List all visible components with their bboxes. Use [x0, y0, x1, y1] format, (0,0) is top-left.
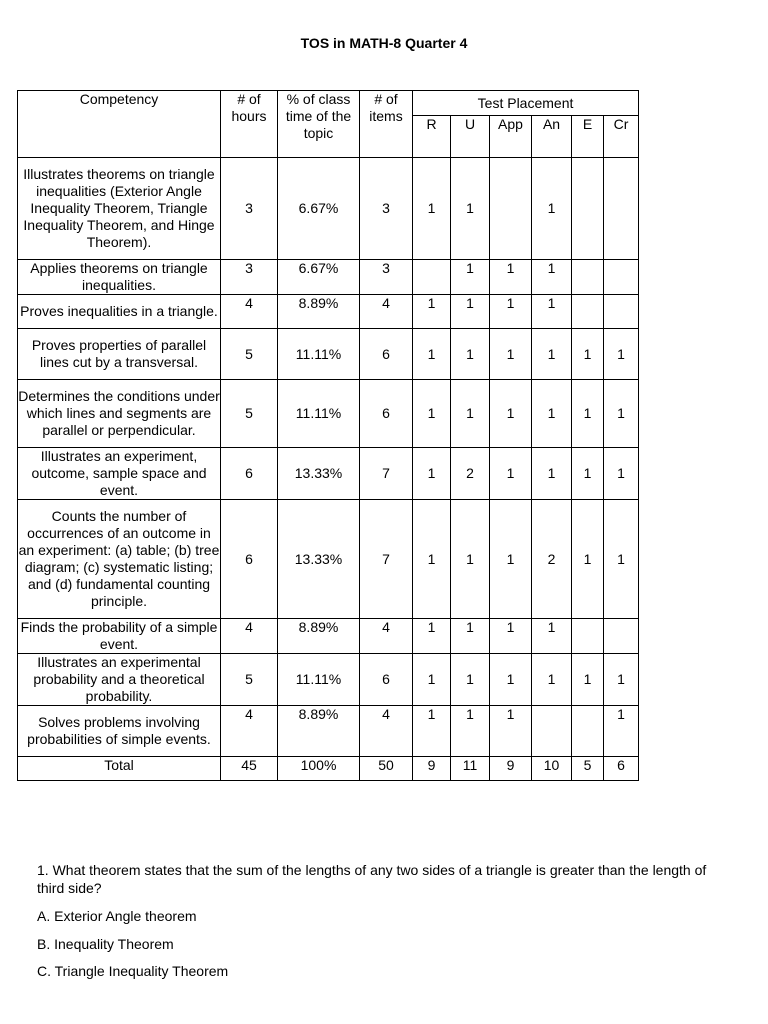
total-percent: 100%	[278, 757, 360, 781]
e-cell	[572, 295, 604, 329]
an-cell: 2	[532, 500, 572, 619]
document-title: TOS in MATH-8 Quarter 4	[300, 35, 468, 51]
app-cell: 1	[490, 448, 532, 500]
e-cell	[572, 260, 604, 295]
app-cell: 1	[490, 654, 532, 706]
hours-cell: 3	[221, 260, 278, 295]
u-cell: 1	[451, 500, 490, 619]
cr-cell: 1	[604, 706, 639, 757]
app-cell: 1	[490, 295, 532, 329]
percent-cell: 8.89%	[278, 706, 360, 757]
hours-cell: 4	[221, 619, 278, 654]
hours-cell: 4	[221, 295, 278, 329]
hours-cell: 5	[221, 329, 278, 380]
an-cell: 1	[532, 380, 572, 448]
r-cell: 1	[413, 654, 451, 706]
an-cell: 1	[532, 619, 572, 654]
competency-cell: Illustrates an experimental probability and a theoretical probability.	[18, 654, 221, 706]
items-cell: 6	[360, 329, 413, 380]
header-r: R	[413, 116, 451, 158]
option-c: C. Triangle Inequality Theorem	[37, 963, 229, 979]
table-row	[18, 448, 639, 500]
app-cell: 1	[490, 500, 532, 619]
total-r: 9	[413, 757, 451, 781]
header-test-placement: Test Placement	[413, 91, 639, 116]
u-cell: 1	[451, 654, 490, 706]
competency-cell: Applies theorems on triangle inequalities.	[18, 260, 221, 295]
items-cell: 4	[360, 706, 413, 757]
header-e: E	[572, 116, 604, 158]
table-row	[18, 706, 639, 757]
total-an: 10	[532, 757, 572, 781]
app-cell	[490, 158, 532, 260]
cr-cell: 1	[604, 329, 639, 380]
hours-cell: 3	[221, 158, 278, 260]
cr-cell: 1	[604, 654, 639, 706]
total-u: 11	[451, 757, 490, 781]
u-cell: 1	[451, 329, 490, 380]
cr-cell	[604, 158, 639, 260]
items-cell: 6	[360, 654, 413, 706]
app-cell: 1	[490, 329, 532, 380]
header-competency: Competency	[18, 91, 221, 158]
u-cell: 1	[451, 295, 490, 329]
e-cell	[572, 158, 604, 260]
u-cell: 1	[451, 380, 490, 448]
items-cell: 4	[360, 295, 413, 329]
r-cell: 1	[413, 706, 451, 757]
header-u: U	[451, 116, 490, 158]
an-cell: 1	[532, 295, 572, 329]
header-hours: # of hours	[221, 91, 278, 158]
u-cell: 1	[451, 260, 490, 295]
cr-cell	[604, 295, 639, 329]
total-items: 50	[360, 757, 413, 781]
e-cell: 1	[572, 500, 604, 619]
percent-cell: 6.67%	[278, 260, 360, 295]
percent-cell: 13.33%	[278, 500, 360, 619]
competency-cell: Illustrates an experiment, outcome, sample space and event.	[18, 448, 221, 500]
percent-cell: 8.89%	[278, 619, 360, 654]
competency-cell: Illustrates theorems on triangle inequalities (Exterior Angle Inequality Theorem, Triangle Inequality Theorem, and Hinge Theorem).	[18, 158, 221, 260]
items-cell: 3	[360, 158, 413, 260]
items-cell: 6	[360, 380, 413, 448]
table-row	[18, 619, 639, 654]
percent-cell: 8.89%	[278, 295, 360, 329]
app-cell: 1	[490, 260, 532, 295]
app-cell: 1	[490, 706, 532, 757]
e-cell	[572, 706, 604, 757]
header-cr: Cr	[604, 116, 639, 158]
items-cell: 7	[360, 500, 413, 619]
hours-cell: 6	[221, 500, 278, 619]
table-row	[18, 654, 639, 706]
percent-cell: 6.67%	[278, 158, 360, 260]
percent-cell: 11.11%	[278, 329, 360, 380]
percent-cell: 13.33%	[278, 448, 360, 500]
cr-cell: 1	[604, 448, 639, 500]
cr-cell	[604, 619, 639, 654]
hours-cell: 4	[221, 706, 278, 757]
e-cell: 1	[572, 654, 604, 706]
competency-cell: Proves inequalities in a triangle.	[18, 295, 221, 329]
r-cell: 1	[413, 295, 451, 329]
items-cell: 4	[360, 619, 413, 654]
hours-cell: 6	[221, 448, 278, 500]
e-cell: 1	[572, 329, 604, 380]
r-cell: 1	[413, 619, 451, 654]
cr-cell: 1	[604, 380, 639, 448]
total-cr: 6	[604, 757, 639, 781]
table-row	[18, 158, 639, 260]
r-cell: 1	[413, 380, 451, 448]
total-app: 9	[490, 757, 532, 781]
total-hours: 45	[221, 757, 278, 781]
r-cell: 1	[413, 329, 451, 380]
percent-cell: 11.11%	[278, 380, 360, 448]
r-cell: 1	[413, 448, 451, 500]
tos-table	[17, 90, 639, 781]
total-row	[18, 757, 639, 781]
hours-cell: 5	[221, 380, 278, 448]
competency-cell: Proves properties of parallel lines cut by a transversal.	[18, 329, 221, 380]
an-cell: 1	[532, 260, 572, 295]
an-cell: 1	[532, 158, 572, 260]
hours-cell: 5	[221, 654, 278, 706]
header-app: App	[490, 116, 532, 158]
e-cell	[572, 619, 604, 654]
table-row	[18, 500, 639, 619]
competency-cell: Solves problems involving probabilities of simple events.	[18, 706, 221, 757]
r-cell: 1	[413, 158, 451, 260]
r-cell: 1	[413, 500, 451, 619]
u-cell: 2	[451, 448, 490, 500]
u-cell: 1	[451, 158, 490, 260]
header-items: # of items	[360, 91, 413, 158]
cr-cell: 1	[604, 500, 639, 619]
option-b: B. Inequality Theorem	[37, 936, 174, 952]
e-cell: 1	[572, 448, 604, 500]
header-percent: % of class time of the topic	[278, 91, 360, 158]
an-cell: 1	[532, 329, 572, 380]
app-cell: 1	[490, 619, 532, 654]
app-cell: 1	[490, 380, 532, 448]
competency-cell: Determines the conditions under which lines and segments are parallel or perpendicular.	[18, 380, 221, 448]
items-cell: 3	[360, 260, 413, 295]
u-cell: 1	[451, 619, 490, 654]
table-row	[18, 329, 639, 380]
table-row	[18, 380, 639, 448]
an-cell	[532, 706, 572, 757]
total-label: Total	[18, 757, 221, 781]
r-cell	[413, 260, 451, 295]
cr-cell	[604, 260, 639, 295]
items-cell: 7	[360, 448, 413, 500]
total-e: 5	[572, 757, 604, 781]
table-row	[18, 260, 639, 295]
header-an: An	[532, 116, 572, 158]
competency-cell: Finds the probability of a simple event.	[18, 619, 221, 654]
percent-cell: 11.11%	[278, 654, 360, 706]
question-text: 1. What theorem states that the sum of the lengths of any two sides of a triangle is greater than the length of third side?	[37, 862, 707, 896]
an-cell: 1	[532, 654, 572, 706]
table-row	[18, 295, 639, 329]
an-cell: 1	[532, 448, 572, 500]
option-a: A. Exterior Angle theorem	[37, 908, 197, 924]
u-cell: 1	[451, 706, 490, 757]
e-cell: 1	[572, 380, 604, 448]
competency-cell: Counts the number of occurrences of an outcome in an experiment: (a) table; (b) tree diagram; (c) systematic listing; and (d) fundamental counting principle.	[18, 500, 221, 619]
